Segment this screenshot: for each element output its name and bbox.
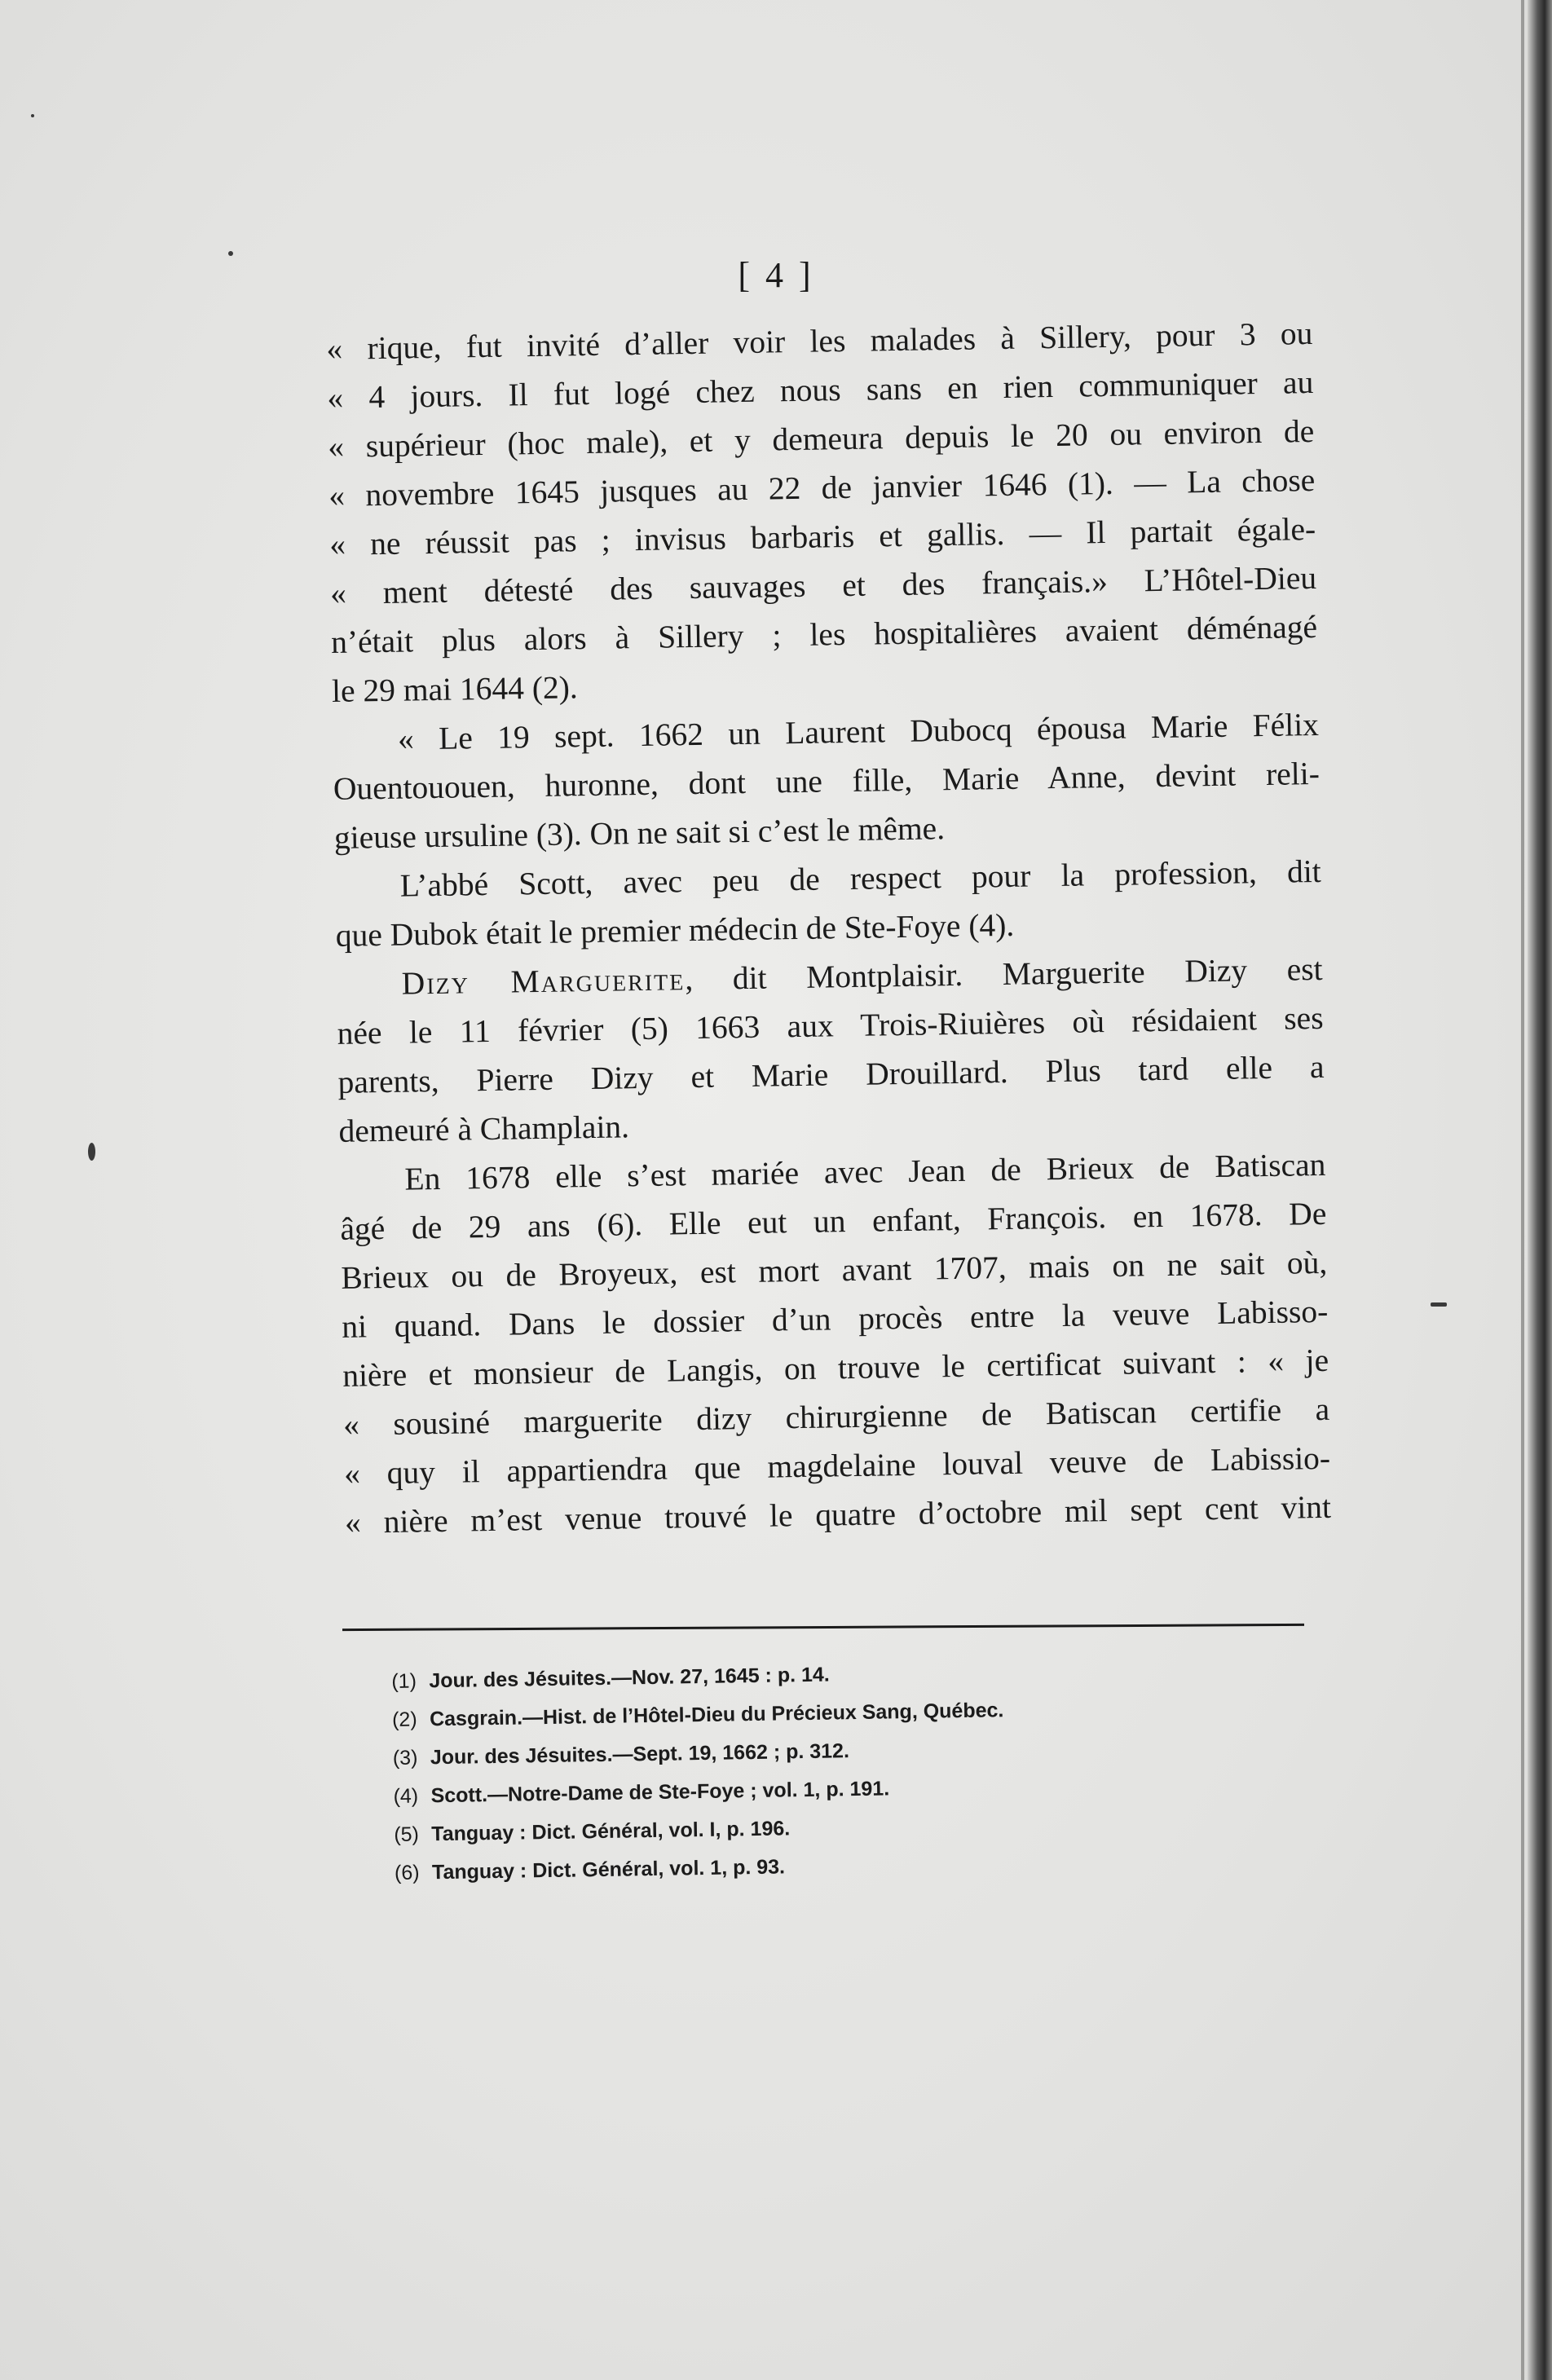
footnote-number: (6) xyxy=(394,1861,420,1884)
scan-speck xyxy=(228,251,233,256)
binding-edge xyxy=(1528,0,1552,2380)
footnote-source: Jour. des Jésuites.—Nov. 27, 1645 : p. 14. xyxy=(429,1663,830,1693)
text-line: « ne réussit pas ; invisus barbaris et gallis. — Il partait égale- xyxy=(328,510,1316,562)
scan-speck xyxy=(88,1143,95,1161)
text-line: « quy il appartiendra que magdelaine louval veuve de Labissio- xyxy=(343,1439,1331,1492)
footnote-source: Jour. des Jésuites.—Sept. 19, 1662 ; p. 312. xyxy=(430,1739,850,1770)
text-line: nière et monsieur de Langis, on trouve le certificat suivant : « je xyxy=(342,1342,1329,1394)
text-line: parents, Pierre Dizy et Marie Drouillard. Plus tard elle a xyxy=(337,1048,1325,1100)
footnote-source: Tanguay : Dict. Général, vol. I, p. 196. xyxy=(431,1817,791,1846)
text-line: demeuré à Champlain. xyxy=(338,1108,630,1149)
footnote-source: Tanguay : Dict. Général, vol. 1, p. 93. xyxy=(431,1855,786,1884)
text-line: ni quand. Dans le dossier d’un procès entre la veuve Labisso- xyxy=(341,1293,1329,1345)
text-line: « rique, fut invité d’aller voir les malades à Sillery, pour 3 ou xyxy=(326,315,1313,367)
body-text xyxy=(326,309,1331,1547)
text-line: « ment détesté des sauvages et des français.» L’Hôtel-Dieu xyxy=(329,559,1317,611)
footnote-number: (2) xyxy=(391,1708,417,1731)
text-line: née le 11 février (5) 1663 aux Trois-Riuières où résidaient ses xyxy=(337,999,1324,1051)
text-line: « sousiné marguerite dizy chirurgienne de Batiscan certifie a xyxy=(342,1391,1330,1443)
footnote-number: (4) xyxy=(393,1784,419,1808)
text-line: L’abbé Scott, avec peu de respect pour la profession, dit xyxy=(399,853,1322,904)
entry-text: , dit Montplaisir. Marguerite Dizy est xyxy=(684,950,1323,998)
entry-name: Dizy Marguerite xyxy=(401,961,686,1002)
text-line: « 4 jours. Il fut logé chez nous sans en rien communiquer au xyxy=(327,364,1314,416)
footnote-number: (1) xyxy=(391,1669,417,1693)
footnotes xyxy=(391,1649,1259,1893)
footnote-source: Casgrain.—Hist. de l’Hôtel-Dieu du Précieux Sang, Québec. xyxy=(429,1699,1004,1731)
footnote-rule xyxy=(342,1624,1304,1631)
text-line: âgé de 29 ans (6). Elle eut un enfant, François. en 1678. De xyxy=(340,1195,1327,1247)
page-number: [ 4 ] xyxy=(738,255,814,295)
text-line: Brieux ou de Broyeux, est mort avant 1707, mais on ne sait où, xyxy=(341,1244,1328,1296)
text-line: « supérieur (hoc male), et y demeura depuis le 20 ou environ de xyxy=(328,412,1315,465)
text-line: En 1678 elle s’est mariée avec Jean de Brieux de Batiscan xyxy=(404,1146,1326,1197)
text-line: Ouentououen, huronne, dont une fille, Marie Anne, devint reli- xyxy=(333,755,1321,807)
footnote-number: (5) xyxy=(394,1822,420,1846)
text-line: « nière m’est venue trouvé le quatre d’octobre mil sept cent vint xyxy=(344,1488,1332,1540)
binding-edge-line xyxy=(1521,0,1524,2380)
scan-speck xyxy=(31,114,34,117)
text-line: « novembre 1645 jusques au 22 de janvier 1646 (1). — La chose xyxy=(328,461,1316,513)
text-line: « Le 19 sept. 1662 un Laurent Dubocq épousa Marie Félix xyxy=(397,706,1320,757)
footnote-source: Scott.—Notre-Dame de Ste-Foye ; vol. 1, p. 191. xyxy=(430,1777,890,1808)
text-line: que Dubok était le premier médecin de Ste-Foye (4). xyxy=(335,906,1015,954)
text-line: gieuse ursuline (3). On ne sait si c’est le même. xyxy=(333,810,946,856)
footnote-number: (3) xyxy=(392,1746,418,1770)
text-line: le 29 mai 1644 (2). xyxy=(331,669,579,709)
text-line: n’était plus alors à Sillery ; les hospitalières avaient déménagé xyxy=(330,608,1318,660)
scan-speck xyxy=(1431,1302,1447,1307)
